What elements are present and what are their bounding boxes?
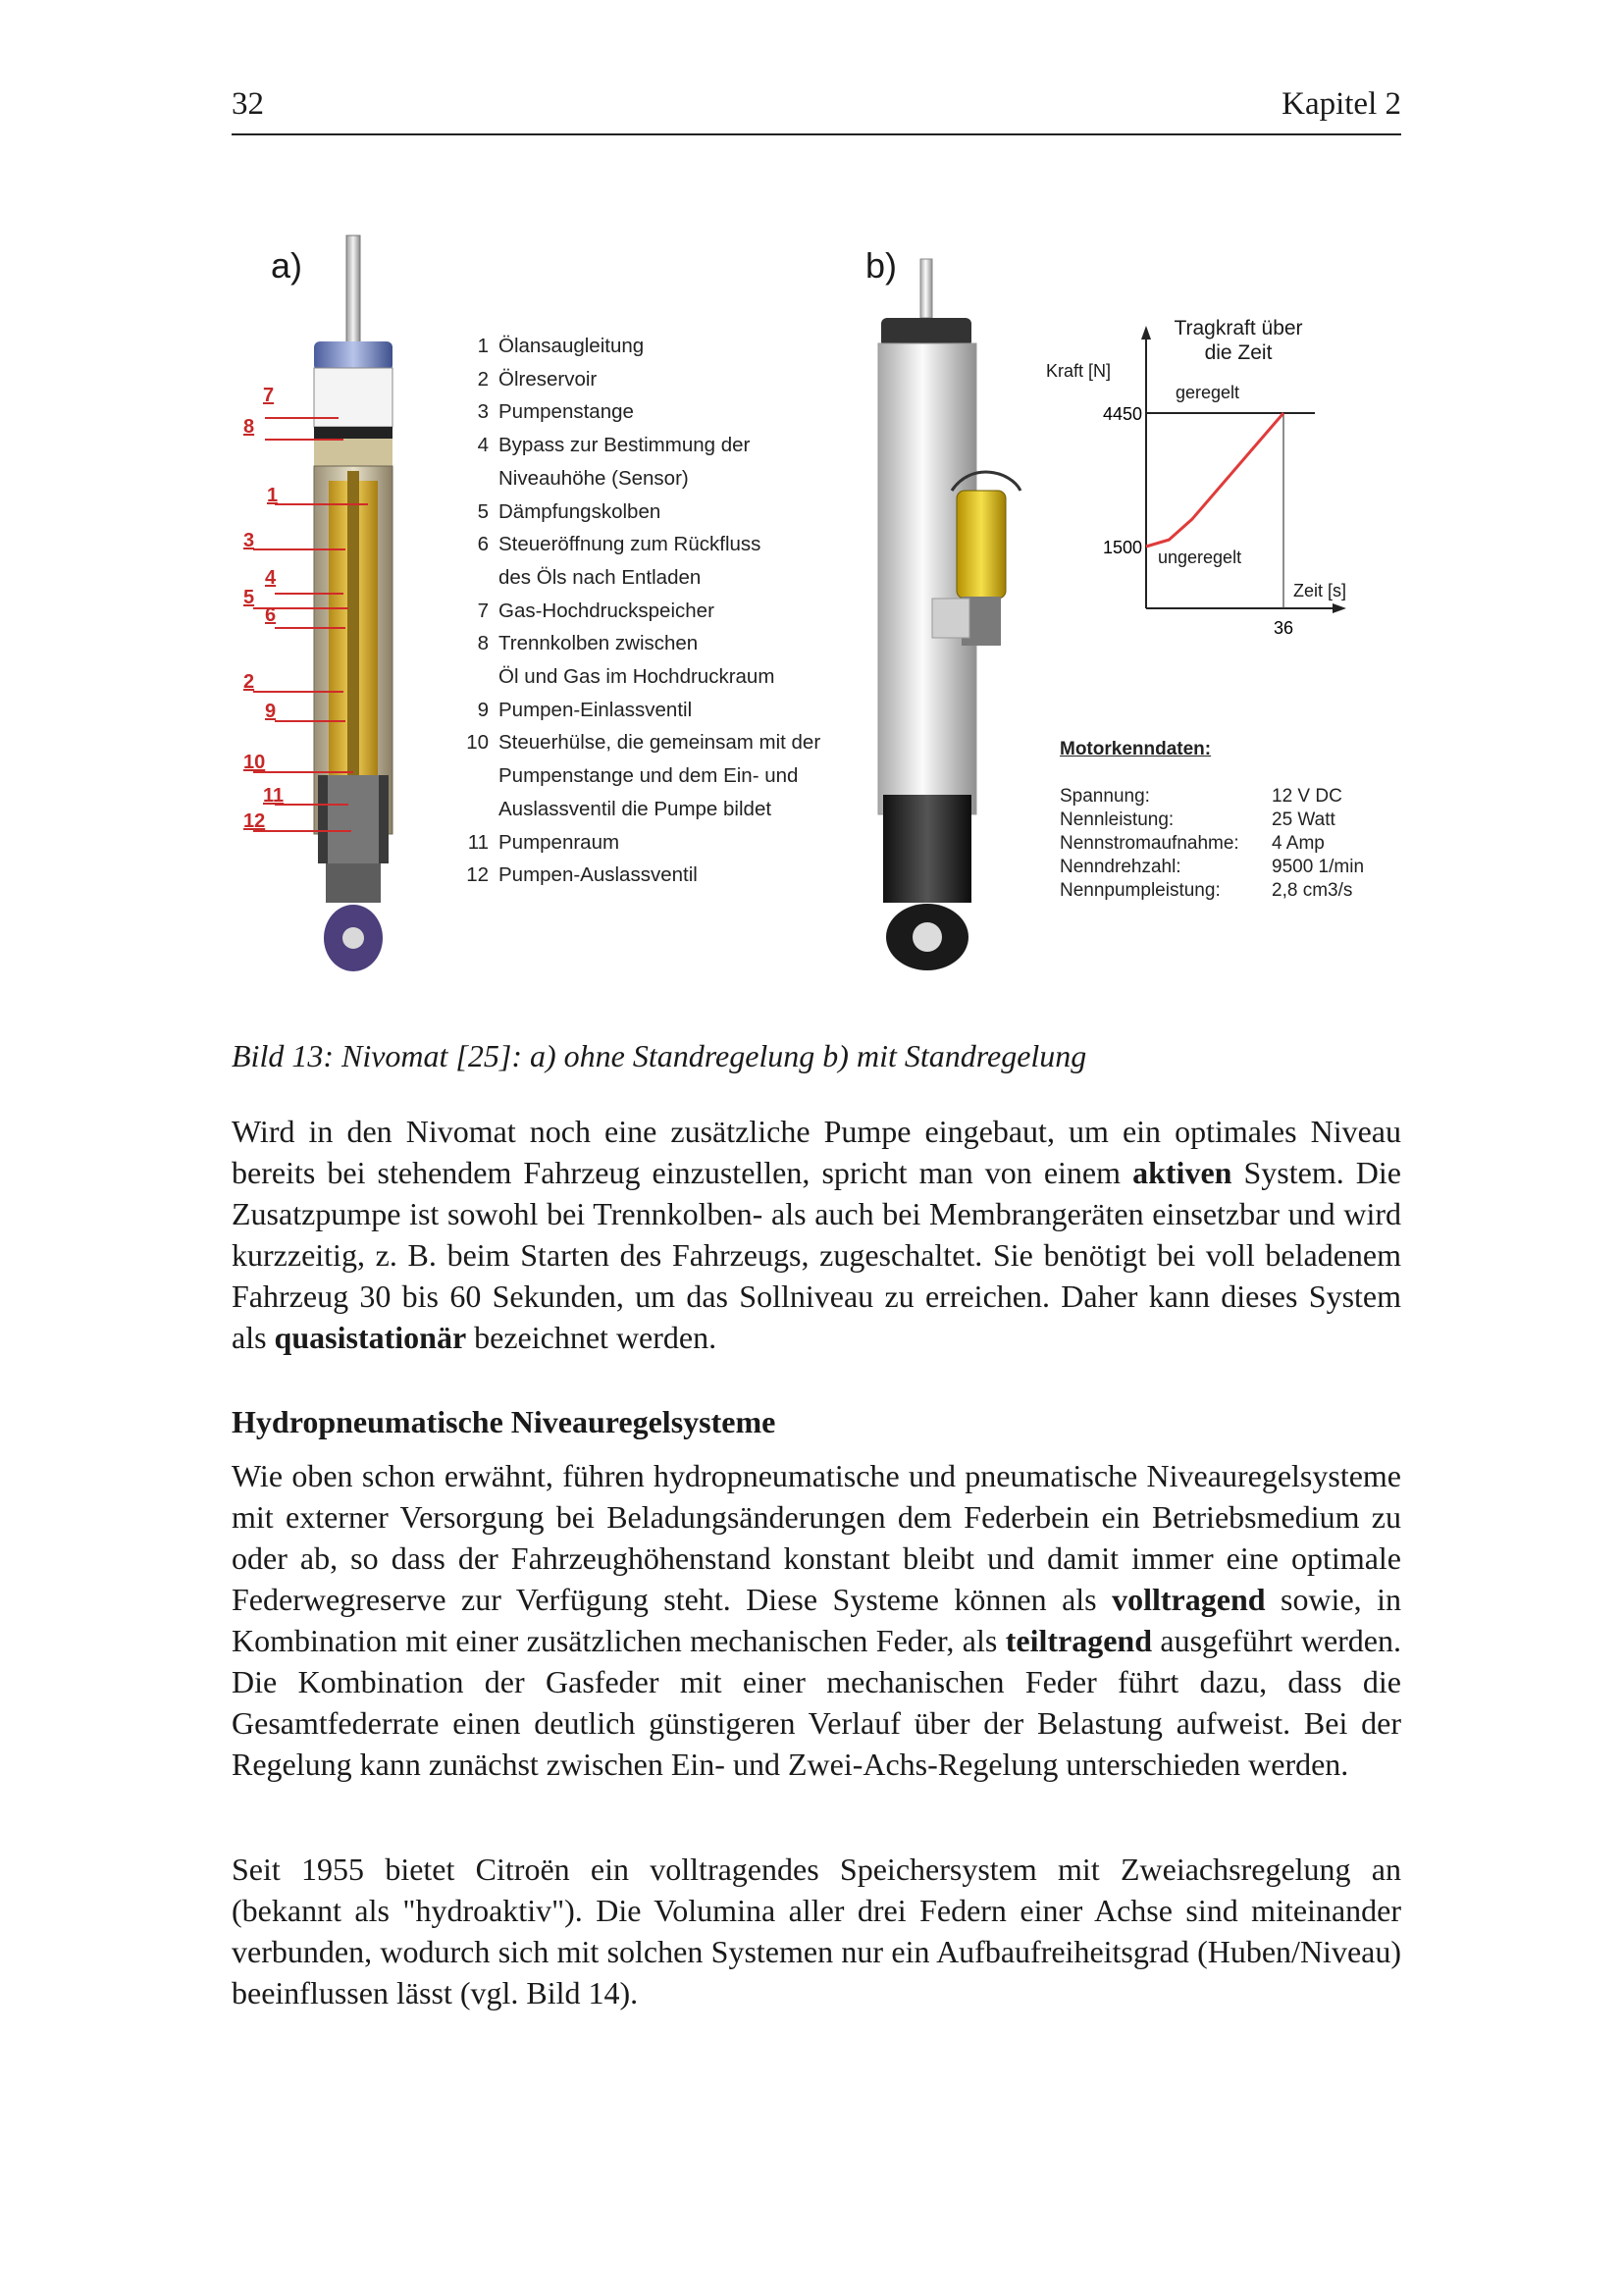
legend-item: 12 Pumpen-Auslassventil <box>466 863 698 887</box>
figure-label-b: b) <box>865 245 898 286</box>
page-number: 32 <box>232 86 264 122</box>
legend-item: Öl und Gas im Hochdruckraum <box>498 665 775 689</box>
legend-item: 9 Pumpen-Einlassventil <box>477 698 693 721</box>
legend-item: 7 Gas-Hochdruckspeicher <box>477 599 714 622</box>
y-tick-high: 4450 <box>1102 404 1142 424</box>
part-marker: 10 <box>243 752 266 773</box>
motor-row: Nenndrehzahl: 9500 1/min <box>1060 857 1365 877</box>
shock-absorber-b-photo <box>834 245 1060 991</box>
bold-term: teiltragend <box>1005 1623 1152 1658</box>
motor-row: Nennpumpleistung: 2,8 cm3/s <box>1060 880 1353 901</box>
legend-item: Pumpenstange und dem Ein- und <box>498 764 799 788</box>
legend-item: 11 Pumpenraum <box>467 830 620 854</box>
paragraph-aktiv-system: Wird in den Nivomat noch eine zusätzliche Pumpe eingebaut, um ein optimales Niveau bereits bei stehendem Fahrzeug einzustellen, spricht man von einem aktiven System. Die Zusatzpumpe ist sowohl bei Trennkolben- als auch bei Membrangeräten einsetzbar und wird kurzzeitig, z. B. beim Starten des Fahrzeugs, zugeschaltet. Sie benötigt bei voll beladenem Fahrzeug 30 bis 60 Sekunden, um das Sollniveau zu erreichen. Daher kann dieses System als quasistationär bezeichnet werden. <box>232 1114 1402 1355</box>
part-marker: 6 <box>265 604 277 626</box>
legend-item: 4 Bypass zur Bestimmung der <box>477 434 751 457</box>
part-marker: 3 <box>243 530 255 551</box>
y-axis-arrow <box>1141 326 1151 339</box>
legend-item: Niveauhöhe (Sensor) <box>498 466 689 490</box>
bold-term: quasistationär <box>274 1320 467 1355</box>
paragraph-citroen: Seit 1955 bietet Citroën ein volltragendes Speichersystem mit Zweiachsregelung an (bekannt als "hydroaktiv"). Die Volumina aller drei Federn einer Achse sind miteinander verbunden, wodurch sich mit solchen Systemen nur ein Aufbaufreiheitsgrad (Huben/Niveau) beeinflussen lässt (vgl. Bild 14). <box>232 1852 1401 2010</box>
section-heading: Hydropneumatische Niveauregelsysteme <box>232 1404 776 1439</box>
legend-item: 5 Dämpfungskolben <box>477 499 661 523</box>
x-axis-arrow <box>1333 603 1346 613</box>
figure-label-a: a) <box>271 245 303 286</box>
force-curve <box>1146 413 1283 547</box>
motor-data-table <box>1060 785 1393 903</box>
legend-item: 2 Ölreservoir <box>477 367 598 391</box>
bold-term: volltragend <box>1112 1582 1266 1617</box>
legend-item: 6 Steueröffnung zum Rückfluss <box>477 533 761 556</box>
graph-title: Tragkraft über die Zeit <box>1174 317 1303 364</box>
part-marker: 12 <box>243 810 266 832</box>
part-marker: 2 <box>243 671 255 693</box>
motor-row: Spannung: 12 V DC <box>1060 786 1342 807</box>
bold-term: aktiven <box>1132 1155 1232 1190</box>
part-marker: 8 <box>243 416 255 438</box>
y-tick-low: 1500 <box>1102 538 1142 557</box>
label-ungeregelt: ungeregelt <box>1158 548 1242 567</box>
legend-item: 3 Pumpenstange <box>477 400 634 424</box>
legend-item: Auslassventil die Pumpe bildet <box>498 797 772 820</box>
header-rule <box>232 133 1401 135</box>
part-marker: 5 <box>243 587 255 608</box>
paragraph-hydropneumatic: Wie oben schon erwähnt, führen hydropneumatische und pneumatische Niveauregelsysteme mit externer Versorgung bei Beladungsänderungen dem Federbein ein Betriebsmedium zu oder ab, so dass der Fahrzeughöhenstand konstant bleibt und damit immer eine optimale Federwegreserve zur Verfügung steht. Diese Systeme können als volltragend sowie, in Kombination mit einer zusätzlichen mechanischen Feder, als teiltragend ausgeführt werden. Die Kombination der Gasfeder mit einer mechanischen Feder führt dazu, dass die Gesamtfederrate einen deutlich günstigeren Verlauf über der Belastung aufweist. Bei der Regelung kann zunächst zwischen Ein- und Zwei-Achs-Regelung unterschieden werden. <box>232 1458 1402 1782</box>
parts-legend <box>451 330 873 892</box>
x-tick: 36 <box>1273 618 1294 638</box>
motor-row: Nennleistung: 25 Watt <box>1060 809 1335 830</box>
part-marker: 7 <box>263 385 275 406</box>
part-marker: 9 <box>265 701 277 722</box>
graph-xlabel: Zeit [s] <box>1293 581 1347 600</box>
graph-ylabel: Kraft [N] <box>1046 361 1112 381</box>
motor-data-title: Motorkenndaten: <box>1060 739 1212 759</box>
figure-caption: Bild 13: Nivomat [25]: a) ohne Standregelung b) mit Standregelung <box>232 1038 1087 1073</box>
legend-item: 8 Trennkolben zwischen <box>477 632 699 655</box>
part-marker: 11 <box>263 785 285 807</box>
legend-item: des Öls nach Entladen <box>498 565 702 589</box>
part-marker: 4 <box>265 567 277 589</box>
part-marker: 1 <box>267 485 279 506</box>
chapter-title: Kapitel 2 <box>1282 86 1401 122</box>
legend-item: 10 Steuerhülse, die gemeinsam mit der <box>466 731 821 755</box>
legend-item: 1 Ölansaugleitung <box>477 335 645 357</box>
label-geregelt: geregelt <box>1176 383 1240 402</box>
motor-row: Nennstromaufnahme: 4 Amp <box>1060 833 1325 854</box>
